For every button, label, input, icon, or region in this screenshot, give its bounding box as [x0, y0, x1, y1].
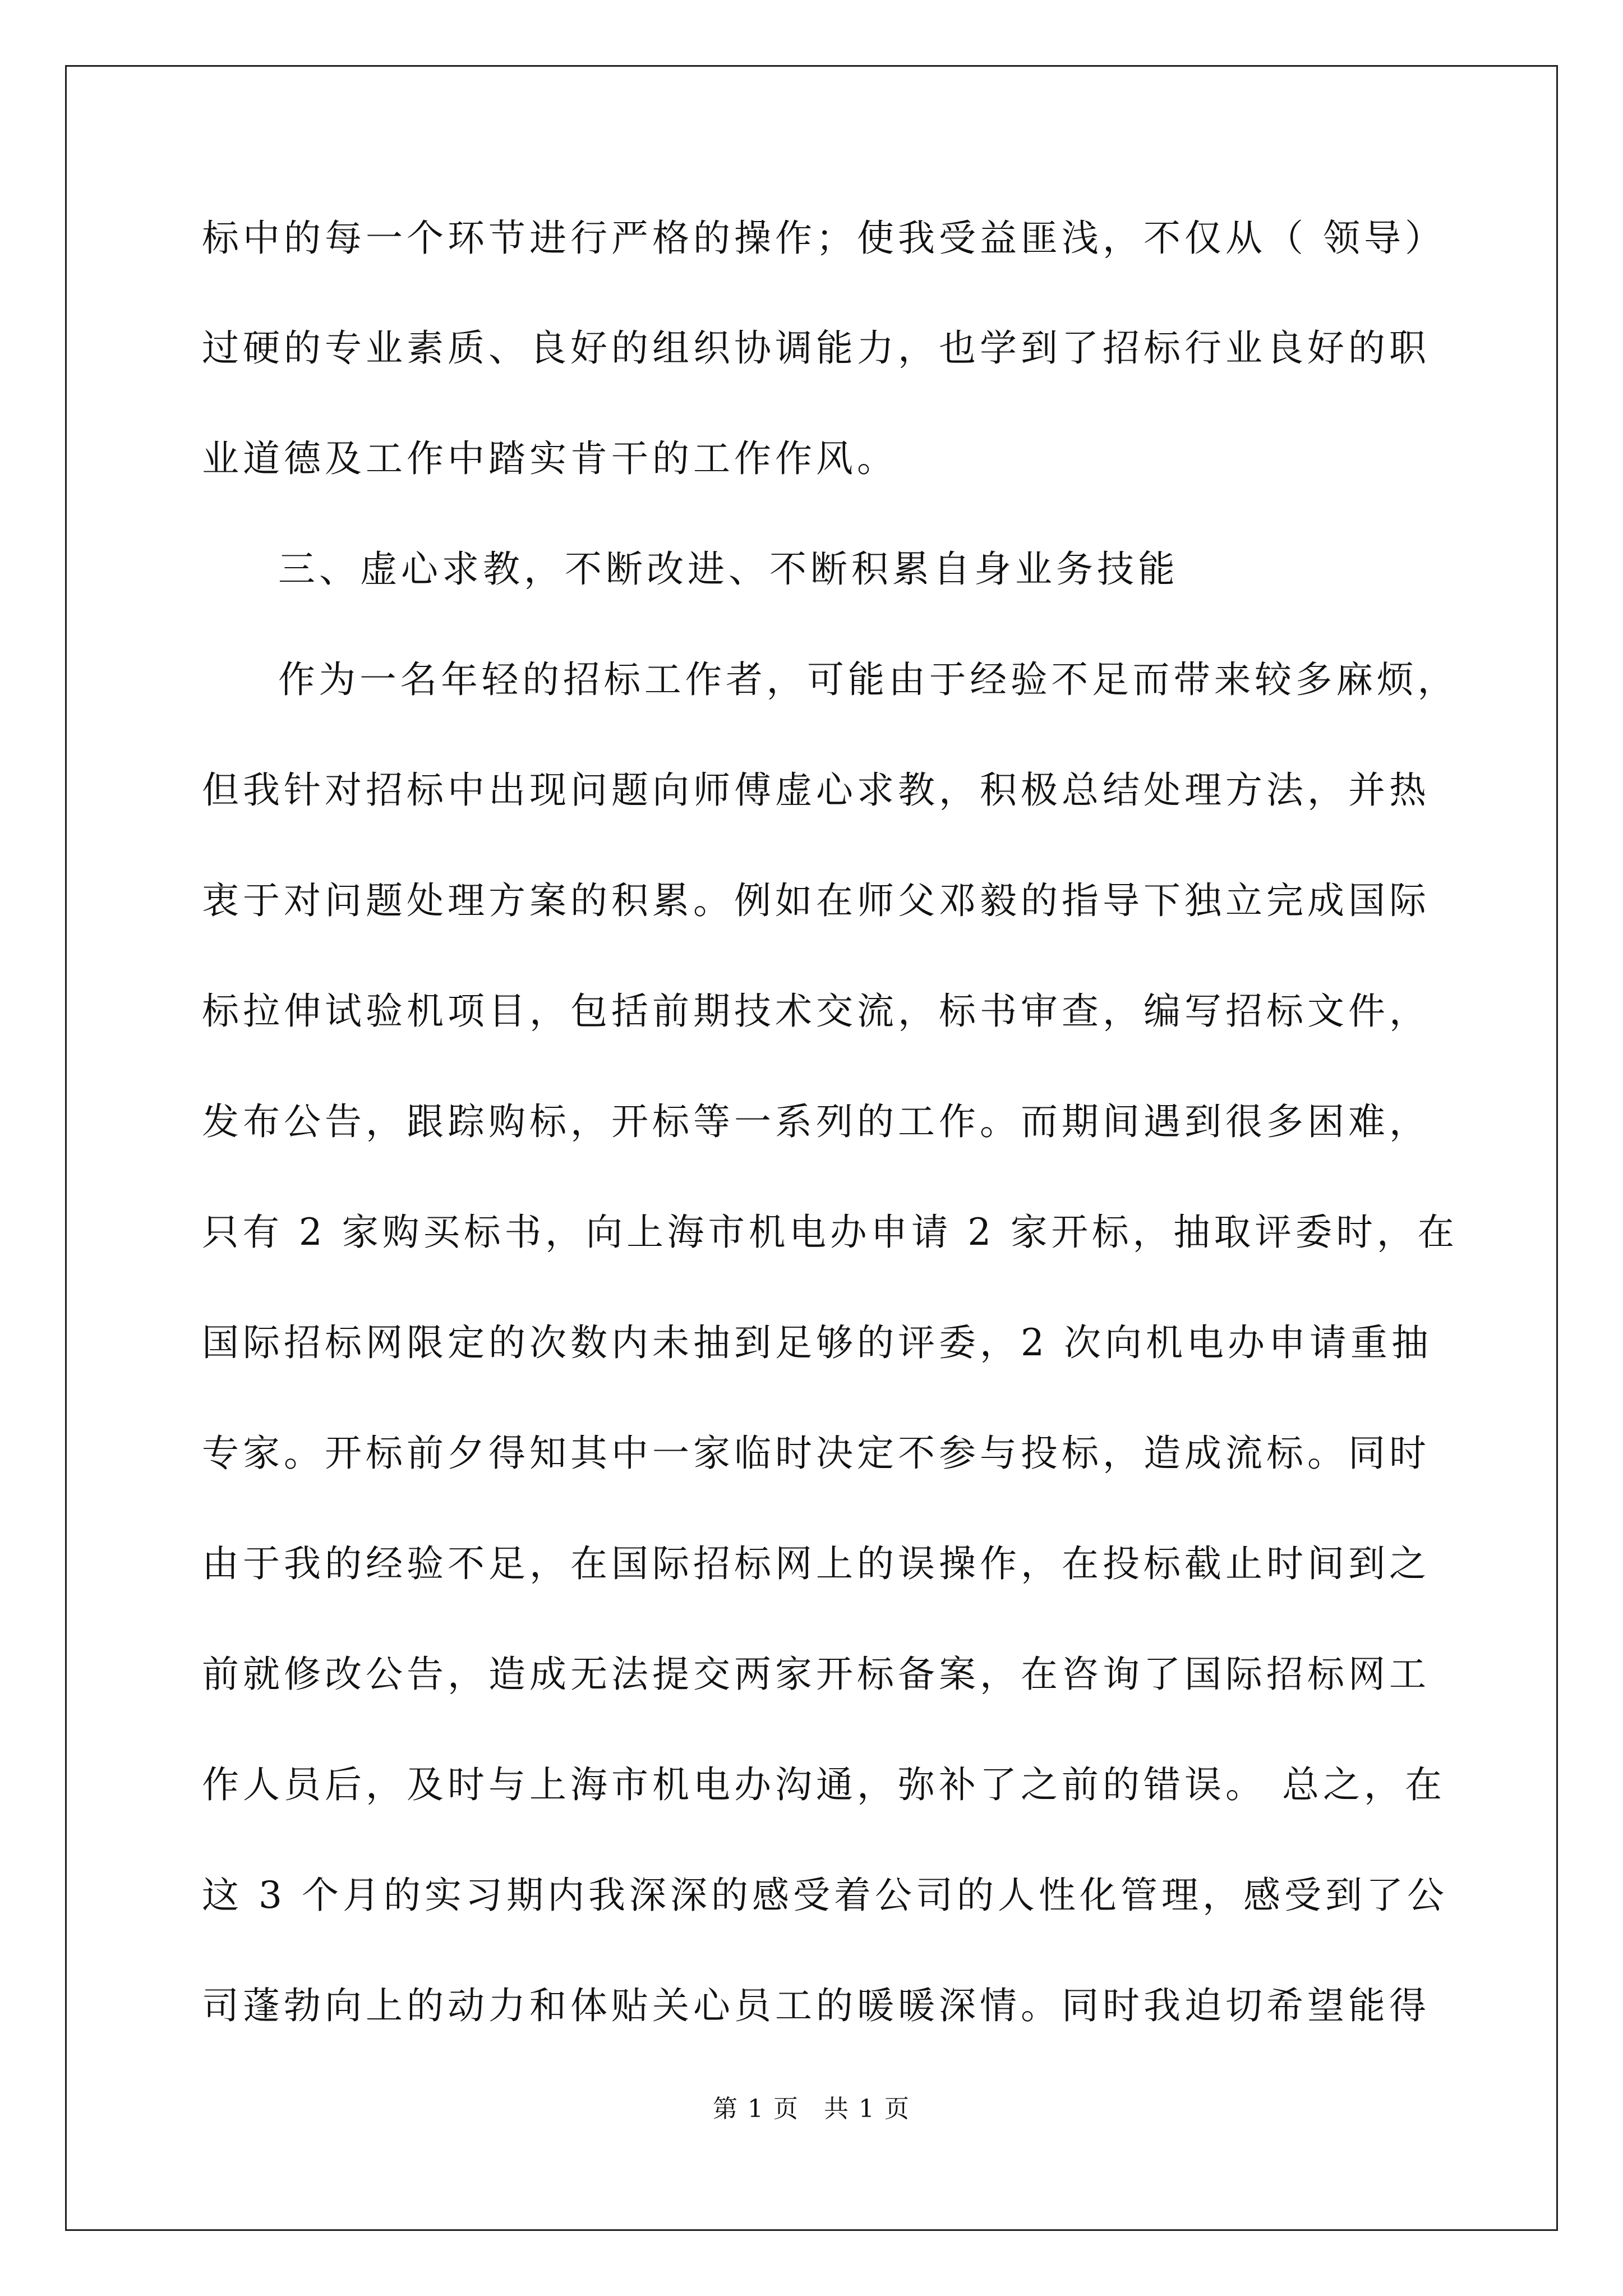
section-heading: 三、虚心求教，不断改进、不断积累自身业务技能 [278, 547, 1179, 591]
body-line-17: 司蓬勃向上的动力和体贴关心员工的暖暖深情。同时我迫切希望能得 [202, 1984, 1430, 2027]
body-line-6: 但我针对招标中出现问题向师傅虚心求教，积极总结处理方法，并热 [202, 769, 1430, 812]
body-line-3: 业道德及工作中踏实肯干的工作作风。 [202, 437, 898, 480]
body-line-7: 衷于对问题处理方案的积累。例如在师父邓毅的指导下独立完成国际 [202, 879, 1430, 922]
body-line-1: 标中的每一个环节进行严格的操作；使我受益匪浅，不仅从（ 领导） [202, 217, 1446, 260]
body-line-8: 标拉伸试验机项目，包括前期技术交流，标书审查，编写招标文件， [202, 990, 1430, 1033]
page-footer [0, 2092, 1623, 2126]
body-line-14: 前就修改公告，造成无法提交两家开标备案，在咨询了国际招标网工 [202, 1653, 1430, 1696]
body-line-11: 国际招标网限定的次数内未抽到足够的评委，2 次向机电办申请重抽 [202, 1321, 1432, 1364]
body-line-5: 作为一名年轻的招标工作者，可能由于经验不足而带来较多麻烦， [278, 658, 1459, 701]
body-line-10: 只有 2 家购买标书，向上海市机电办申请 2 家开标，抽取评委时，在 [202, 1211, 1458, 1254]
body-line-9: 发布公告，跟踪购标，开标等一系列的工作。而期间遇到很多困难， [202, 1100, 1430, 1143]
body-line-16: 这 3 个月的实习期内我深深的感受着公司的人性化管理，感受到了公 [202, 1874, 1448, 1917]
body-line-13: 由于我的经验不足，在国际招标网上的误操作，在投标截止时间到之 [202, 1542, 1430, 1585]
body-line-2: 过硬的专业素质、良好的组织协调能力，也学到了招标行业良好的职 [202, 326, 1430, 370]
page-number: 第 1 页 [713, 2095, 799, 2123]
body-line-15: 作人员后，及时与上海市机电办沟通，弥补了之前的错误。 总之，在 [202, 1763, 1446, 1806]
page-total: 共 1 页 [824, 2095, 910, 2123]
body-line-12: 专家。开标前夕得知其中一家临时决定不参与投标，造成流标。同时 [202, 1432, 1430, 1475]
